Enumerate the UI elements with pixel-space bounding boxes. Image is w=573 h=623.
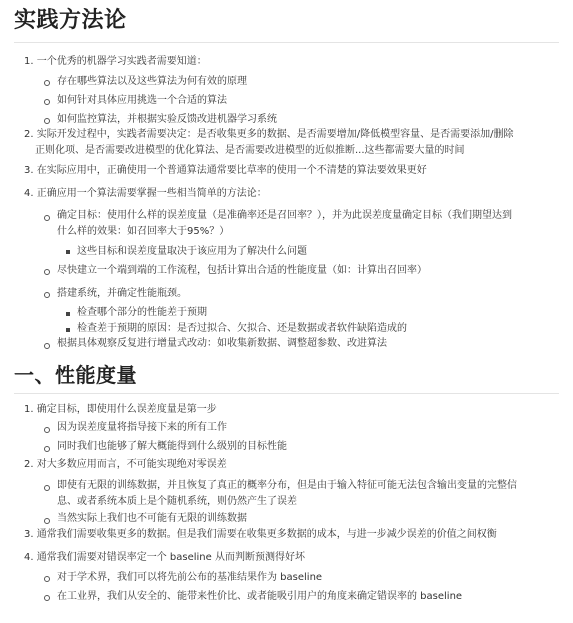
square-bullet-icon (66, 328, 70, 332)
circle-bullet-icon (44, 118, 50, 124)
circle-bullet-icon (44, 343, 50, 349)
intro-item-4-sub-3-child-1: 检查哪个部分的性能差于预期 (77, 307, 207, 318)
intro-item-1-sub-2: 如何针对具体应用挑选一个合适的算法 (57, 95, 227, 106)
intro-item-4-sub-4: 根据具体观察反复进行增量式改动：如收集新数据、调整超参数、改进算法 (57, 338, 387, 349)
section-item-2-sub-2: 当然实际上我们也不可能有无限的训练数据 (57, 513, 247, 524)
square-bullet-icon (66, 250, 70, 254)
intro-item-1-sub-3: 如何监控算法，并根据实验反馈改进机器学习系统 (57, 114, 277, 125)
circle-bullet-icon (44, 269, 50, 275)
intro-item-4-sub-1-line-1: 确定目标：使用什么样的误差度量（是准确率还是召回率？），并为此误差度量确定目标（我们期望达到 (57, 210, 512, 221)
page-title: 实践方法论 (14, 8, 127, 33)
circle-bullet-icon (44, 292, 50, 298)
intro-item-2-line-2: 正则化项、是否需要改进模型的优化算法、是否需要改进模型的近似推断...这些都需要大量的时间 (35, 145, 465, 156)
intro-item-4-sub-3-child-2: 检查差于预期的原因：是否过拟合、欠拟合、还是数据或者软件缺陷造成的 (77, 323, 407, 334)
circle-bullet-icon (44, 485, 50, 491)
intro-item-4-sub-1-child: 这些目标和误差度量取决于该应用为了解决什么问题 (77, 246, 307, 257)
circle-bullet-icon (44, 99, 50, 105)
section-item-4-sub-1: 对于学术界，我们可以将先前公布的基准结果作为 baseline (57, 572, 323, 583)
intro-item-2-line-1: 2. 实际开发过程中，实践者需要决定：是否收集更多的数据、是否需要增加/降低模型容量、是否需要添加/删除 (24, 129, 514, 140)
intro-item-4-sub-3: 搭建系统，并确定性能瓶颈。 (57, 288, 187, 299)
title-divider (14, 42, 559, 43)
circle-bullet-icon (44, 576, 50, 582)
intro-item-1: 1. 一个优秀的机器学习实践者需要知道： (24, 56, 207, 67)
intro-item-4-sub-2: 尽快建立一个端到端的工作流程，包括计算出合适的性能度量（如：计算出召回率） (57, 265, 427, 276)
intro-item-1-sub-1: 存在哪些算法以及这些算法为何有效的原理 (57, 76, 247, 87)
circle-bullet-icon (44, 595, 50, 601)
section-item-1: 1. 确定目标，即使用什么误差度量是第一步 (24, 404, 217, 415)
section-item-1-sub-2: 同时我们也能够了解大概能得到什么级别的目标性能 (57, 441, 287, 452)
section-item-2-sub-1-line-2: 息、或者系统本质上是个随机系统，则仍然产生了误差 (57, 496, 297, 507)
intro-item-4-sub-1-line-2: 什么样的效果：如召回率大于95%？） (57, 226, 230, 237)
section-item-4: 4. 通常我们需要对错误率定一个 baseline 从而判断预测得好坏 (24, 552, 305, 563)
intro-item-3: 3. 在实际应用中，正确使用一个普通算法通常要比草率的使用一个不清楚的算法要效果更好 (24, 165, 427, 176)
circle-bullet-icon (44, 446, 50, 452)
square-bullet-icon (66, 312, 70, 316)
circle-bullet-icon (44, 80, 50, 86)
circle-bullet-icon (44, 518, 50, 524)
circle-bullet-icon (44, 427, 50, 433)
section-heading: 一、性能度量 (14, 363, 137, 387)
section-item-2-sub-1-line-1: 即使有无限的训练数据，并且恢复了真正的概率分布，但是由于输入特征可能无法包含输出变量的完整信 (57, 480, 517, 491)
section-item-1-sub-1: 因为误差度量将指导接下来的所有工作 (57, 422, 227, 433)
circle-bullet-icon (44, 215, 50, 221)
intro-item-4: 4. 正确应用一个算法需要掌握一些相当简单的方法论： (24, 188, 267, 199)
section-item-3: 3. 通常我们需要收集更多的数据。但是我们需要在收集更多数据的成本，与进一步减少误差的价值之间权衡 (24, 529, 497, 540)
section-divider (14, 393, 559, 394)
section-item-2: 2. 对大多数应用而言，不可能实现绝对零误差 (24, 459, 227, 470)
section-item-4-sub-2: 在工业界，我们从安全的、能带来性价比、或者能吸引用户的角度来确定错误率的 baseline (57, 591, 463, 602)
